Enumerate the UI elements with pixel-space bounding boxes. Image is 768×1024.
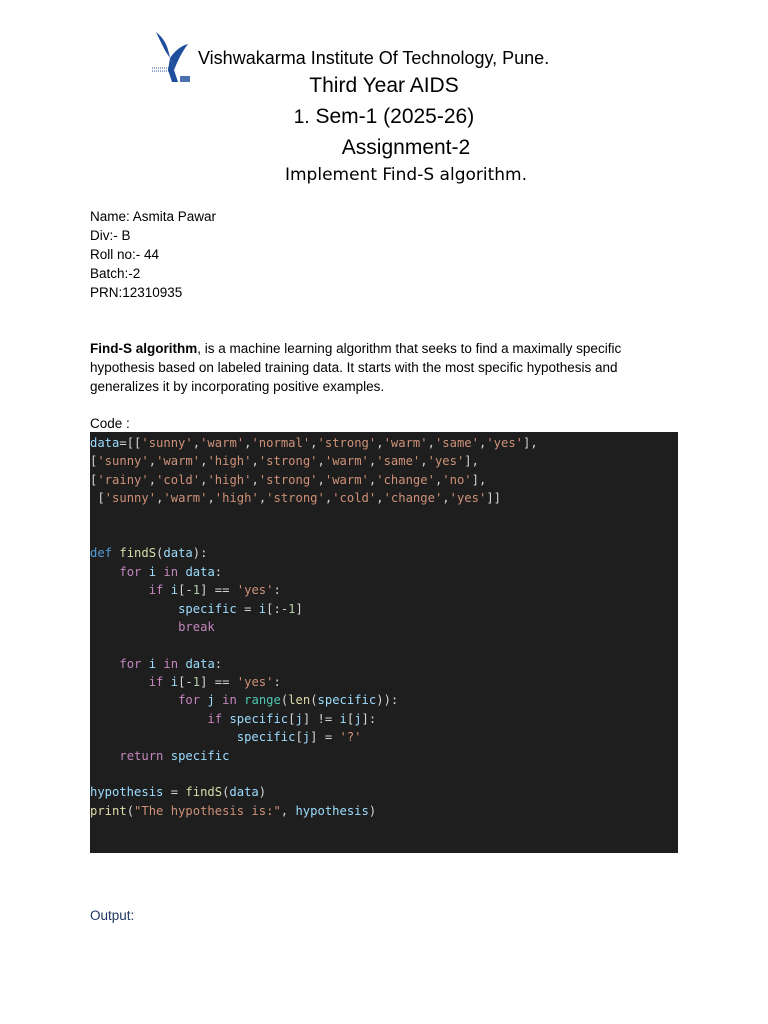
code-line: for i in data: (119, 656, 223, 671)
code-line: specific = i[:-1] (178, 601, 303, 616)
intro-paragraph (90, 339, 650, 396)
semester-number: 1. (293, 107, 310, 128)
student-prn: PRN:12310935 (90, 285, 183, 300)
code-line (90, 765, 678, 783)
code-line: data=[['sunny','warm','normal','strong','warm','same','yes'], (90, 436, 538, 450)
code-line (90, 508, 678, 526)
code-line: for j in range(len(specific)): (178, 693, 399, 708)
code-line: break (178, 619, 215, 634)
student-div: Div:- B (90, 228, 131, 243)
code-line: ['rainy','cold','high','strong','warm','change','no'], (90, 472, 487, 487)
code-line: if i[-1] == 'yes': (148, 675, 281, 690)
student-batch: Batch:-2 (90, 266, 141, 281)
code-line: for i in data: (119, 564, 223, 579)
semester-heading (0, 104, 768, 131)
code-block (90, 432, 678, 853)
code-line: specific[j] = '?' (236, 730, 362, 745)
student-name: Name: Asmita Pawar (90, 209, 217, 224)
intro-text: , is a machine learning algorithm that seeks to find a maximally specific hypothesis based on labeled training data. It starts with the most specific hypothesis and generalizes it by incorporating positive examples. (90, 341, 622, 394)
code-label: Code : (90, 416, 130, 431)
code-line: return specific (119, 748, 230, 763)
code-line (90, 526, 678, 544)
institute-name: Vishwakarma Institute Of Technology, Pune. (198, 48, 550, 68)
code-line: def findS(data): (90, 546, 208, 561)
code-line: if specific[j] != i[j]: (207, 711, 377, 726)
semester-text: Sem-1 (2025-26) (315, 105, 475, 128)
student-roll: Roll no:- 44 (90, 247, 160, 262)
code-line: hypothesis = findS(data) (90, 785, 267, 800)
student-info (90, 207, 216, 302)
intro-term: Find-S algorithm (90, 341, 198, 356)
code-line: ['sunny','warm','high','strong','cold','change','yes']] (90, 491, 501, 506)
assignment-title: Implement Find-S algorithm. (284, 165, 528, 185)
code-line: ['sunny','warm','high','strong','warm','same','yes'], (90, 454, 479, 469)
year-heading: Third Year AIDS (309, 74, 459, 97)
code-line (90, 636, 678, 654)
assignment-heading: Assignment-2 (341, 136, 471, 159)
code-line: if i[-1] == 'yes': (148, 583, 281, 598)
output-label: Output: (90, 908, 135, 923)
code-line: print("The hypothesis is:", hypothesis) (90, 803, 377, 818)
